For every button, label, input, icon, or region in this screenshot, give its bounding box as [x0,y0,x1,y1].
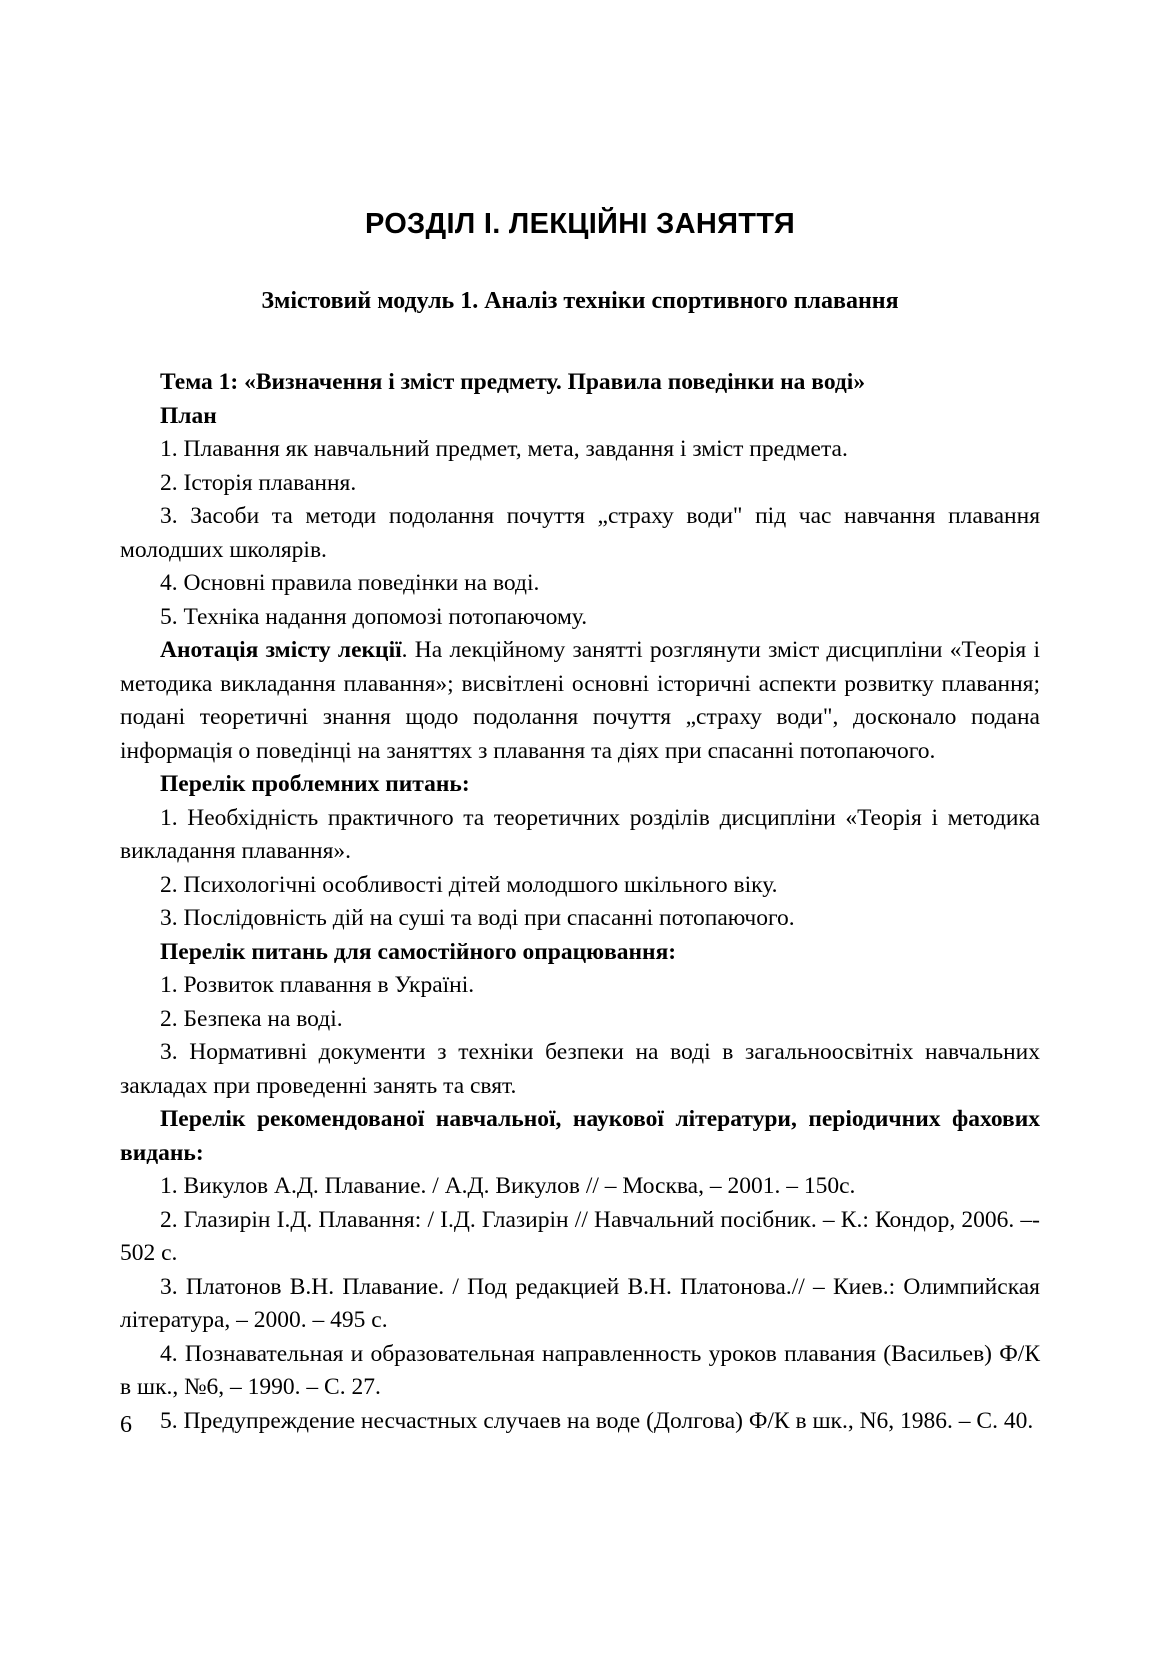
paragraph [120,1405,1040,1439]
paragraph [120,500,1040,567]
paragraph [120,1338,1040,1405]
paragraph-bold-text: План [160,402,217,429]
paragraph [120,366,1040,400]
paragraph [120,936,1040,970]
paragraph-text: 1. Плавання як навчальний предмет, мета, завдання і зміст предмета. [160,436,848,462]
paragraph [120,768,1040,802]
paragraph-bold-text: Перелік рекомендованої навчальної, наукової літератури, періодичних фахових видань: [120,1106,1040,1166]
paragraph [120,802,1040,869]
paragraph [120,902,1040,936]
paragraph [120,634,1040,768]
paragraph [120,567,1040,601]
paragraph [120,1103,1040,1170]
paragraph [120,601,1040,635]
paragraph-text: 3. Платонов В.Н. Плавание. / Под редакцией В.Н. Платонова.// – Киев.: Олимпийская література, – 2000. – 495 с. [120,1273,1040,1333]
paragraph-text: . На лекційному занятті розглянути зміст дисципліни «Теорія і методика викладання плавання»; висвітлені основні історичні аспекти розвитку плавання; подані теоретичні знання щодо подолання почуття „страху води", досконало подана інформація о поведінці на заняттях з плавання та діях при спасанні потопаючого. [120,637,1041,764]
paragraph-text: 1. Розвиток плавання в Україні. [160,972,475,998]
paragraph [120,433,1040,467]
paragraph-text: 4. Основні правила поведінки на воді. [160,570,540,596]
module-subtitle: Змістовий модуль 1. Аналіз техніки спортивного плавання [261,288,899,314]
paragraph-text: 5. Техніка надання допомозі потопаючому. [160,603,588,630]
paragraph-text: 2. Історія плавання. [160,469,357,496]
paragraph-text: 2. Безпека на воді. [160,1005,343,1032]
paragraph [120,400,1040,434]
paragraph-text: 1. Необхідність практичного та теоретичних розділів дисципліни «Теорія і методика викладання плавання». [120,804,1040,864]
paragraph-text: 5. Предупреждение несчастных случаев на воде (Долгова) Ф/К в шк., N6, 1986. – С. 40. [160,1407,1034,1434]
paragraph [120,1170,1040,1204]
paragraph [120,467,1040,501]
paragraph [120,1036,1040,1103]
text-block [120,206,1040,1438]
section-title: РОЗДІЛ І. ЛЕКЦІЙНІ ЗАНЯТТЯ [364,208,796,240]
paragraph-text: 2. Психологічні особливості дітей молодшого шкільного віку. [160,871,778,898]
paragraph-text: 1. Викулов А.Д. Плавание. / А.Д. Викулов // – Москва, – 2001. – 150с. [160,1173,856,1199]
paragraph-text: 3. Послідовність дій на суші та воді при спасанні потопаючого. [160,905,795,931]
page-number: 6 [120,1412,132,1438]
paragraph [120,1204,1040,1271]
paragraph-text: 3. Засоби та методи подолання почуття „страху води" під час навчання плавання молодших школярів. [120,503,1040,563]
paragraph-bold-text: Анотація змісту лекції [160,637,402,663]
paragraph-text: 3. Нормативні документи з техніки безпеки на воді в загальноосвітніх навчальних закладах при проведенні занять та свят. [120,1039,1040,1099]
body-text [120,366,1040,1438]
paragraph-bold-text: Тема 1: «Визначення і зміст предмету. Правила поведінки на воді» [160,369,866,395]
paragraph [120,869,1040,903]
paragraph-text: 2. Глазирін І.Д. Плавання: / І.Д. Глазирін // Навчальний посібник. – К.: Кондор, 2006. –- 502 с. [120,1206,1040,1266]
paragraph-bold-text: Перелік проблемних питань: [160,771,470,797]
paragraph [120,1271,1040,1338]
paragraph-bold-text: Перелік питань для самостійного опрацювання: [160,938,677,965]
paragraph [120,969,1040,1003]
paragraph-text: 4. Познавательная и образовательная направленность уроков плавания (Васильев) Ф/К в шк., №6, – 1990. – С. 27. [120,1340,1040,1400]
paragraph [120,1003,1040,1037]
